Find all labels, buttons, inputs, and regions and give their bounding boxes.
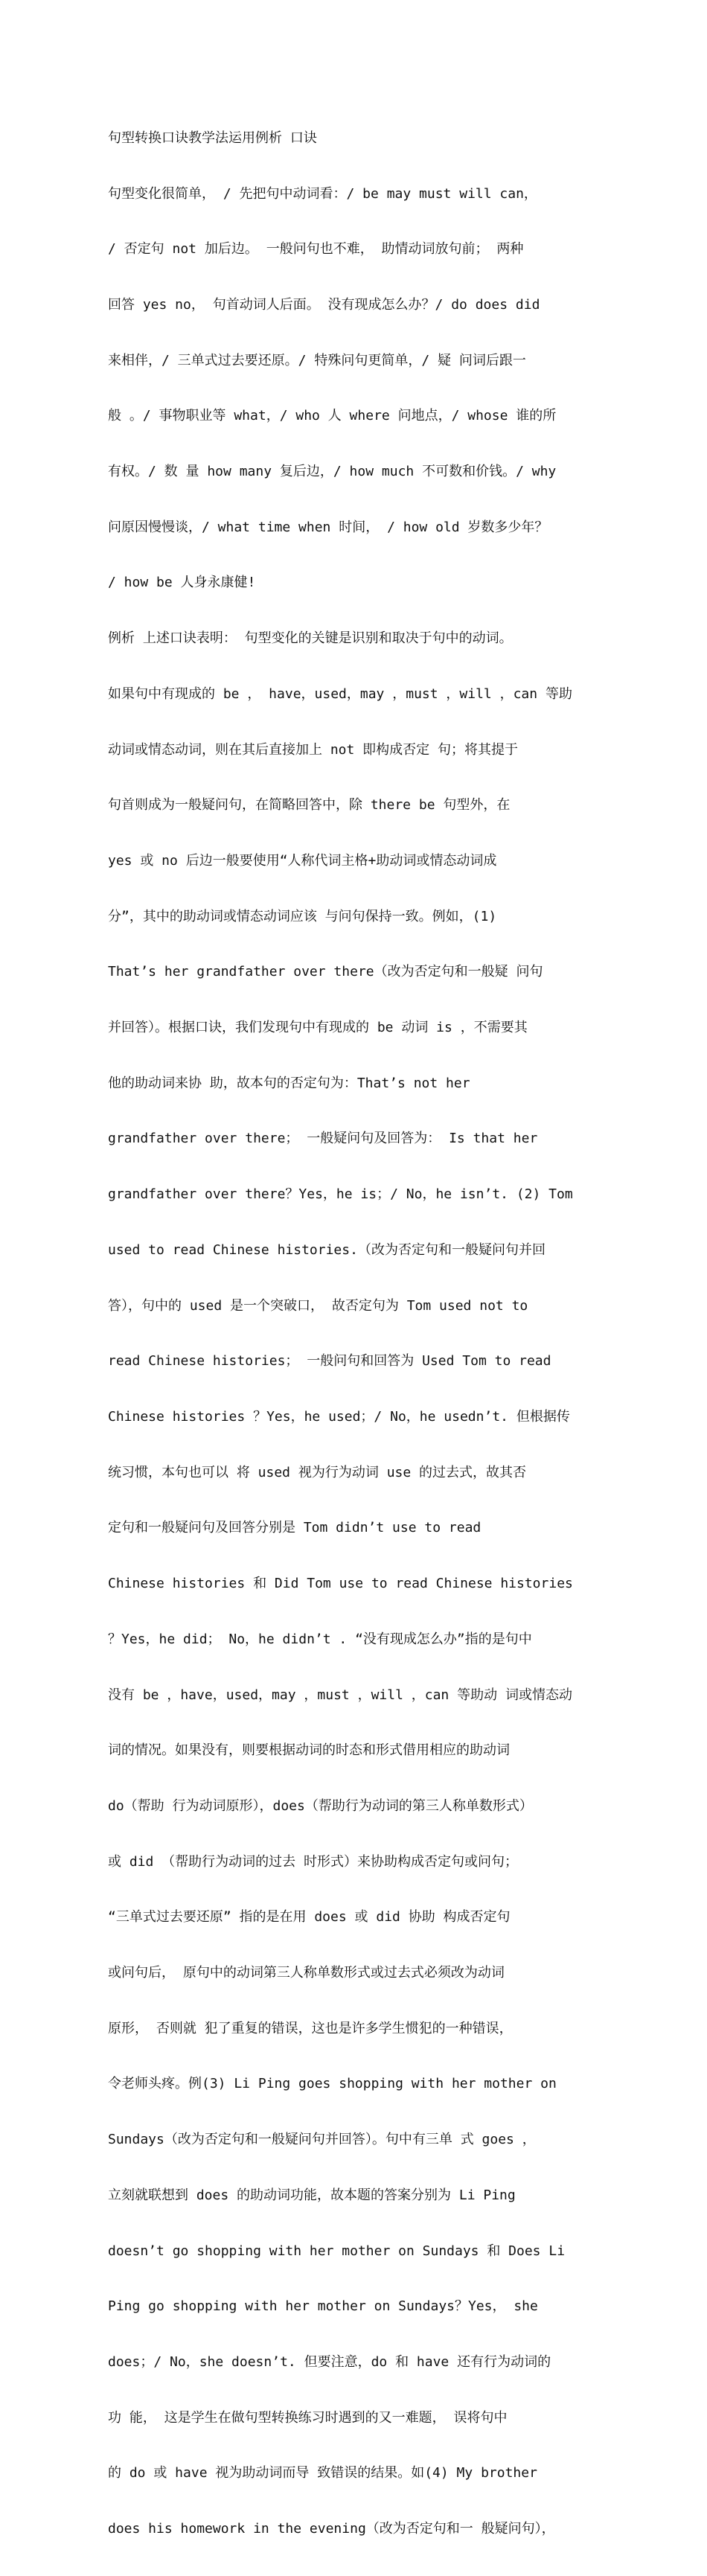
text-line: 没有 be ，have，used，may ，must ，will ，can 等助动 词或情态动 bbox=[108, 1687, 572, 1703]
text-line: Chinese histories ？Yes，he used；/ No，he usedn’t. 但根据传 bbox=[108, 1408, 570, 1425]
text-line: 答），句中的 used 是一个突破口， 故否定句为 Tom used not to bbox=[108, 1297, 528, 1314]
text-line: does；/ No，she doesn’t. 但要注意，do 和 have 还有行为动词的 bbox=[108, 2353, 551, 2370]
text-line: 般 。/ 事物职业等 what，/ who 人 where 问地点，/ whose 谁的所 bbox=[108, 408, 557, 424]
text-line: 例析 上述口诀表明： 句型变化的关键是识别和取决于句中的动词。 bbox=[108, 630, 513, 647]
text-line: 分”，其中的助动词或情态动词应该 与问句保持一致。例如，(1) bbox=[108, 908, 497, 924]
text-line: doesn’t go shopping with her mother on Sundays 和 Does Li bbox=[108, 2243, 566, 2259]
text-line: used to read Chinese histories.（改为否定句和一般疑问句并回 bbox=[108, 1241, 546, 1258]
text-line: does his homework in the evening（改为否定句和一 般疑问句）， bbox=[108, 2521, 555, 2537]
text-line: 或 did （帮助行为动词的过去 时形式）来协助构成否定句或问句； bbox=[108, 1853, 519, 1870]
text-line: 句首则成为一般疑问句，在简略回答中，除 there be 句型外，在 bbox=[108, 797, 511, 814]
text-line: “三单式过去要还原” 指的是在用 does 或 did 协助 构成否定句 bbox=[108, 1909, 511, 1925]
text-line: 他的助动词来协 助，故本句的否定句为：That’s not her bbox=[108, 1075, 470, 1091]
text-line: 并回答）。根据口诀，我们发现句中有现成的 be 动词 is ，不需要其 bbox=[108, 1020, 528, 1036]
text-line: That’s her grandfather over there（改为否定句和一般疑 问句 bbox=[108, 964, 543, 980]
text-line: 或问句后， 原句中的动词第三人称单数形式或过去式必须改为动词 bbox=[108, 1965, 505, 1981]
text-line: Sundays（改为否定句和一般疑问句并回答）。句中有三单 式 goes ， bbox=[108, 2132, 536, 2148]
text-line: Ping go shopping with her mother on Sundays？Yes， she bbox=[108, 2298, 538, 2315]
text-line: / how be 人身永康健! bbox=[108, 575, 256, 591]
text-line: 句型变化很简单， / 先把句中动词看：/ be may must will can， bbox=[108, 185, 537, 202]
text-line: 词的情况。如果没有，则要根据动词的时态和形式借用相应的助动词 bbox=[108, 1742, 510, 1759]
text-line: 问原因慢慢谈，/ what time when 时间， / how old 岁数多少年？ bbox=[108, 519, 548, 535]
text-line: read Chinese histories； 一般问句和回答为 Used Tom to read bbox=[108, 1353, 551, 1370]
text-line: / 否定句 not 加后边。 一般问句也不难， 助情动词放句前； 两种 bbox=[108, 241, 524, 258]
text-line: 来相伴，/ 三单式过去要还原。/ 特殊问句更简单，/ 疑 问词后跟一 bbox=[108, 352, 526, 368]
text-line: 原形， 否则就 犯了重复的错误，这也是许多学生惯犯的一种错误， bbox=[108, 2020, 513, 2036]
text-line: 如果句中有现成的 be ， have，used，may ，must ，will ，can 等助 bbox=[108, 685, 572, 702]
text-line: 动词或情态动词，则在其后直接加上 not 即构成否定 句；将其提于 bbox=[108, 741, 519, 758]
text-line: do（帮助 行为动词原形），does（帮助行为动词的第三人称单数形式） bbox=[108, 1797, 533, 1814]
text-line: grandfather over there？Yes，he is；/ No，he isn’t. (2) Tom bbox=[108, 1186, 573, 1203]
text-line: Chinese histories 和 Did Tom use to read Chinese histories bbox=[108, 1576, 573, 1592]
text-line: 统习惯，本句也可以 将 used 视为行为动词 use 的过去式，故其否 bbox=[108, 1464, 527, 1480]
text-line: 回答 yes no， 句首动词人后面。 没有现成怎么办？/ do does did bbox=[108, 296, 540, 313]
text-line: 立刻就联想到 does 的助动词功能，故本题的答案分别为 Li Ping bbox=[108, 2187, 516, 2203]
text-line: 定句和一般疑问句及回答分别是 Tom didn’t use to read bbox=[108, 1520, 482, 1536]
text-line: yes 或 no 后边一般要使用“人称代词主格+助动词或情态动词成 bbox=[108, 852, 497, 869]
document-body bbox=[108, 92, 604, 2576]
text-line: 令老师头疼。例(3) Li Ping goes shopping with her mother on bbox=[108, 2076, 557, 2092]
text-line: 的 do 或 have 视为助动词而导 致错误的结果。如(4) My brother bbox=[108, 2465, 537, 2481]
text-line: ？Yes，he did； No，he didn’t . “没有现成怎么办”指的是句中 bbox=[108, 1631, 532, 1647]
text-line: 有权。/ 数 量 how many 复后边，/ how much 不可数和价钱。/ why bbox=[108, 464, 557, 480]
document-title: 句型转换口诀教学法运用例析 口诀 bbox=[108, 130, 317, 146]
text-line: grandfather over there； 一般疑问句及回答为： Is that her bbox=[108, 1131, 538, 1147]
text-line: 功 能， 这是学生在做句型转换练习时遇到的又一难题， 误将句中 bbox=[108, 2409, 508, 2426]
